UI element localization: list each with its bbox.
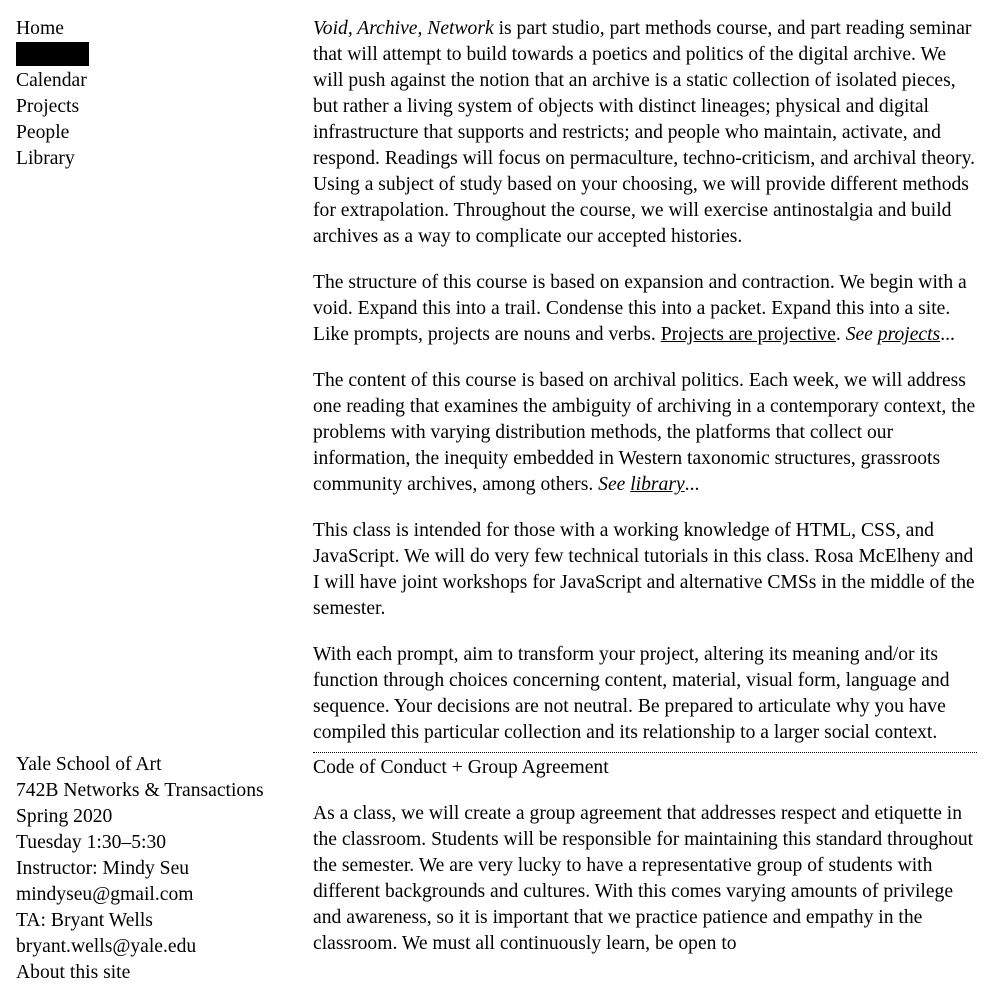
- nav-library-link[interactable]: Library: [16, 148, 75, 169]
- projects-projective-link[interactable]: Projects are projective: [660, 324, 836, 345]
- instructor-name: Instructor: Mindy Seu: [16, 858, 190, 879]
- school-name: Yale School of Art: [16, 754, 162, 775]
- nav-people-link[interactable]: People: [16, 122, 70, 143]
- course-info: [16, 752, 306, 986]
- see-projects: [846, 324, 941, 345]
- course-name: 742B Networks & Transactions: [16, 780, 264, 801]
- intro-text: is part studio, part methods course, and part reading seminar that will attempt to build towards a poetics and politics of the digital archive. We will push against the notion that an archive is a static collection of isolated pieces, but rather a living system of objects with distinct lineages; physical and digital infrastructure that supports and restricts; and people who maintain, activate, and respond. Readings will focus on permaculture, techno-criticism, and archival theory. Using a subject of study based on your choosing, we will provide different methods for extrapolation. Throughout the course, we will exercise antinostalgia and build archives as a way to complicate our accepted histories.: [313, 18, 975, 247]
- nav-about-link-current[interactable]: About: [16, 42, 89, 66]
- prerequisites-paragraph: This class is intended for those with a working knowledge of HTML, CSS, and JavaScript. We will do very few technical tutorials in this class. Rosa McElheny and I will have joint workshops for JavaScript and alternative CMSs in the middle of the semester.: [313, 520, 975, 619]
- code-of-conduct-heading: Code of Conduct + Group Agreement: [313, 757, 609, 778]
- instructor-email-link[interactable]: mindyseu@gmail.com: [16, 884, 194, 905]
- nav-home-link[interactable]: Home: [16, 18, 64, 39]
- site-nav: [16, 16, 286, 172]
- nav-projects-link[interactable]: Projects: [16, 96, 80, 117]
- about-this-site-link[interactable]: About this site: [16, 962, 131, 983]
- course-term: Spring 2020: [16, 806, 113, 827]
- content-ellipsis: ...: [684, 474, 700, 495]
- main-content: [313, 16, 977, 977]
- structure-separator: .: [835, 324, 846, 345]
- structure-paragraph: [313, 270, 977, 348]
- see-label: See: [845, 324, 878, 345]
- intro-paragraph: [313, 16, 977, 250]
- nav-calendar-link[interactable]: Calendar: [16, 70, 87, 91]
- content-text: The content of this course is based on archival politics. Each week, we will address one reading that examines the ambiguity of archiving in a contemporary context, the problems with varying distribution methods, the platforms that collect our information, the inequity embedded in Western taxonomic structures, grassroots community archives, among others.: [313, 370, 976, 495]
- content-paragraph: [313, 368, 977, 498]
- ta-email-link[interactable]: bryant.wells@yale.edu: [16, 936, 197, 957]
- course-title: Void, Archive, Network: [313, 18, 494, 39]
- see-label: See: [598, 474, 631, 495]
- ta-name: TA: Bryant Wells: [16, 910, 153, 931]
- structure-ellipsis: ...: [940, 324, 955, 345]
- library-link[interactable]: library: [630, 474, 685, 495]
- projects-link[interactable]: projects: [877, 324, 941, 345]
- prompt-paragraph: With each prompt, aim to transform your project, altering its meaning and/or its function through choices concerning content, material, visual form, language and sequence. Your decisions are not neutral. Be prepared to articulate why you have compiled this particular collection and its relationship to a larger social context.: [313, 644, 950, 743]
- conduct-paragraph: As a class, we will create a group agreement that addresses respect and etiquette in the classroom. Students will be responsible for maintaining this standard throughout the semester. We are very lucky to have a representative group of students with different backgrounds and cultures. With this comes varying amounts of privilege and awareness, so it is important that we practice patience and empathy in the classroom. We must all continuously learn, be open to: [313, 803, 974, 954]
- structure-text: The structure of this course is based on expansion and contraction. We begin with a void. Expand this into a trail. Condense this into a packet. Expand this into a site. Like prompts, projects are nouns and verbs.: [313, 272, 967, 345]
- see-library: [598, 474, 685, 495]
- course-time: Tuesday 1:30–5:30: [16, 832, 167, 853]
